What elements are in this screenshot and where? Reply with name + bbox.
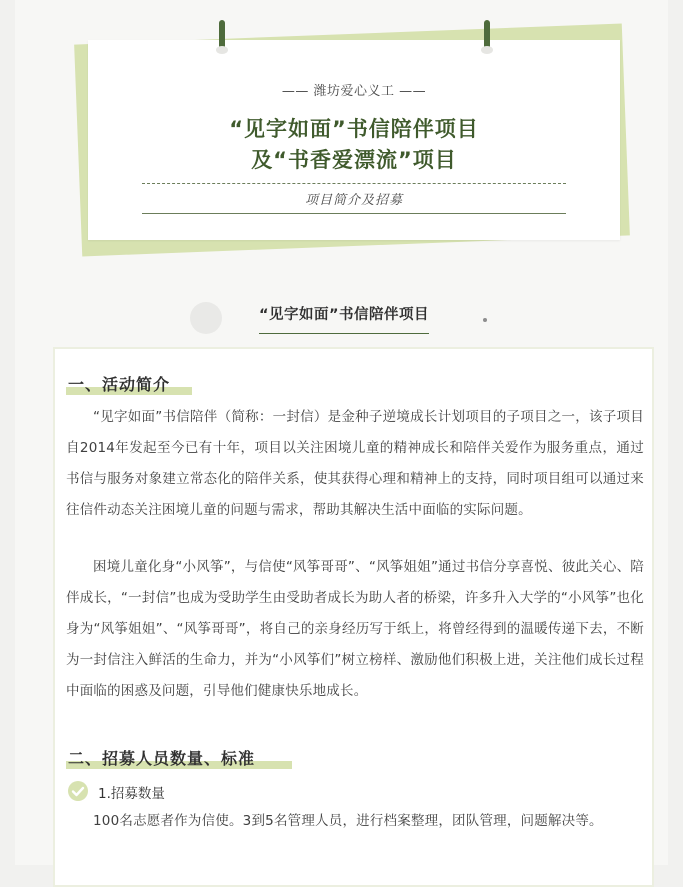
intro-heading-text: 一、活动简介 [68,375,171,394]
clip-icon [219,20,225,50]
title-line-2: 及“书香爱漂流”项目 [251,148,457,172]
section-heading: “见字如面”书信陪伴项目 [259,303,429,334]
title-line-1: “见字如面”书信陪伴项目 [229,117,479,141]
check-circle-icon [68,781,88,801]
intro-paragraph-1: “见字如面”书信陪伴（简称：一封信）是金种子逆境成长计划项目的子项目之一，该子项目自2014年发起至今已有十年，项目以关注困境儿童的精神成长和陪伴关爱作为服务重点，通过书信与服务对象建立常态化的陪伴关系，使其获得心理和精神上的支持，同时项目组可以通过来往信件动态关注困境儿童的问题与需求，帮助其解决生活中面临的实际问题。 [66,409,644,518]
recruit-paragraph: 100名志愿者作为信使。3到5名管理人员，进行档案整理，团队管理，问题解决等。 [93,813,603,829]
decorative-circle-icon [190,302,222,334]
page-title [88,114,620,176]
page-subtitle: 项目简介及招募 [304,193,403,208]
decorative-dot-icon [483,318,487,322]
intro-paragraph-2: 困境儿童化身“小风筝”，与信使“风筝哥哥”、“风筝姐姐”通过书信分享喜悦、彼此关心、陪伴成长，“一封信”也成为受助学生由受助者成长为助人者的桥梁，许多升入大学的“小风筝”也化身为“风筝姐姐”、“风筝哥哥”，将自己的亲身经历写于纸上，将曾经得到的温暖传递下去，不断为一封信注入鲜活的生命力，并为“小风筝们”树立榜样、激励他们积极上进，关注他们成长过程中面临的困惑及问题，引导他们健康快乐地成长。 [66,559,644,699]
recruit-heading-text: 二、招募人员数量、标准 [68,749,256,768]
recruit-subheading: 1.招募数量 [98,786,165,802]
organization-name: —— 潍坊爱心义工 —— [281,84,427,99]
clip-icon [484,20,490,50]
intro-heading [68,372,170,395]
solid-divider [142,213,566,214]
dashed-divider [142,183,566,184]
recruit-heading [68,746,255,769]
